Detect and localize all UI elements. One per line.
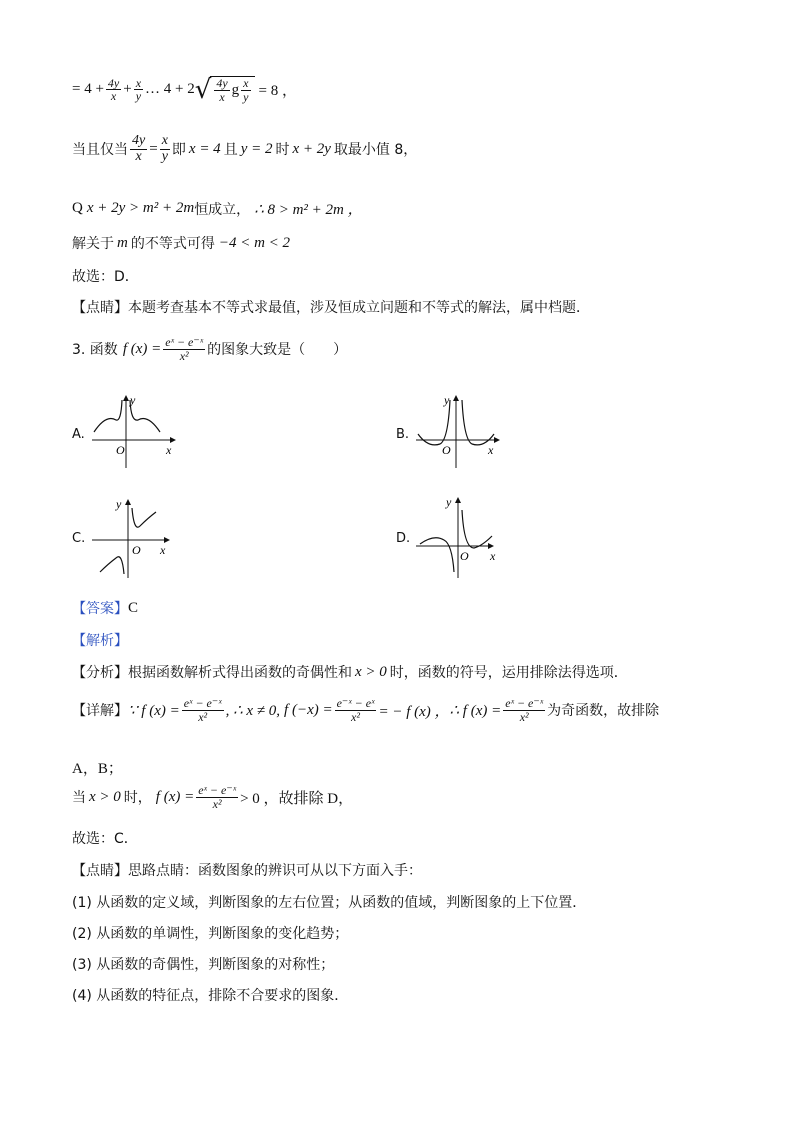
option-b-label: B. — [396, 427, 410, 442]
dang-line — [72, 784, 353, 810]
xj-frac-1: $\frac{\text{eˣ − e⁻ˣ}}{\text{x²}}$ — [183, 696, 222, 724]
l1-plus: + — [123, 81, 132, 98]
answer-value: C — [128, 599, 139, 616]
l4-var: m — [117, 234, 128, 251]
l3-because: Q — [72, 200, 83, 216]
l2-frac-1: $\frac{4y}{x}$ — [132, 133, 146, 164]
l2-text-h: 取最小值 8， — [333, 142, 418, 159]
q3-frac: $\frac{\text{eˣ − e⁻ˣ}}{\text{x²}}$ — [165, 335, 204, 363]
point-3: (3) 从函数的奇偶性，判断图象的对称性； — [72, 957, 335, 973]
fenxi-line — [72, 662, 628, 682]
l3-therefore: ∴ 8 > m² + 2m ， — [254, 202, 363, 218]
analysis-label: 【解析】 — [72, 633, 128, 649]
l1-mid: … 4 + 2 — [145, 81, 195, 98]
xj-frac-2: $\frac{\text{e⁻ˣ − eˣ}}{\text{x²}}$ — [336, 696, 375, 724]
dianjing-line: 【点睛】思路点睛：函数图象的辨识可从以下方面入手： — [72, 863, 422, 879]
l2-text-b: 即 — [171, 142, 186, 159]
l2-math-c: x = 4 — [188, 140, 221, 157]
xiangjie-line — [72, 697, 659, 723]
line-1-inequality — [72, 76, 297, 103]
option-d-graph — [412, 494, 508, 580]
l2-text-a: 当且仅当 — [72, 142, 128, 159]
xj-f-neg: f (−x) = — [284, 701, 333, 718]
fenxi-text-c: 时，函数的符号，运用排除法得选项． — [389, 665, 628, 681]
l4-text-a: 解关于 — [72, 236, 114, 252]
d-y-label: y — [446, 495, 452, 509]
xj-therefore-f: ∴ f (x) = — [449, 702, 502, 719]
option-a-graph — [88, 392, 184, 470]
d-x-label: x — [490, 549, 496, 563]
answer-label: 【答案】 — [72, 601, 128, 617]
dang-frac: $\frac{\text{eˣ − e⁻ˣ}}{\text{x²}}$ — [198, 783, 237, 811]
question-3 — [72, 336, 347, 362]
q3-f: f (x) = — [122, 340, 162, 357]
b-y-label: y — [444, 393, 450, 407]
xj-nonzero: , ∴ x ≠ 0, — [225, 702, 281, 719]
l2-text-f: 时 — [275, 142, 290, 159]
b-x-label: x — [488, 443, 494, 457]
xj-odd-eq: = − f (x) ， — [378, 703, 450, 720]
l1-tail: = 8 ， — [258, 83, 297, 100]
a-origin-label: O — [116, 443, 125, 457]
l1-sqrt-frac-1: $\frac{4y}{x}$ — [216, 76, 228, 104]
l2-frac-2: $\frac{x}{y}$ — [161, 133, 168, 164]
a-x-label: x — [166, 443, 172, 457]
c-y-label: y — [116, 497, 122, 511]
l1-prefix: = 4 + — [72, 81, 104, 98]
option-b-graph — [412, 392, 508, 470]
c-origin-label: O — [132, 543, 141, 557]
l1-sqrt: √ $\frac{4y}{x}$ g $\frac{x}{y}$ — [195, 76, 255, 103]
d-origin-label: O — [460, 549, 469, 563]
point-4: (4) 从函数的特征点，排除不合要求的图象． — [72, 988, 349, 1004]
fenxi-math: x > 0 — [355, 663, 387, 680]
xiangjie-line-2: A，B； — [72, 761, 123, 777]
q3-text: 的图象大致是（ ） — [207, 342, 348, 359]
line-2-equality-condition — [72, 134, 417, 164]
dang-tail: > 0 ，故排除 D， — [240, 790, 354, 807]
line-6-dianjing: 【点睛】本题考查基本不等式求最值，涉及恒成立问题和不等式的解法，属中档题． — [72, 300, 590, 316]
b-origin-label: O — [442, 443, 451, 457]
guxuan-line: 故选：C． — [72, 831, 138, 847]
dang-text-a: 当 — [72, 790, 86, 807]
xj-frac-3: $\frac{\text{eˣ − e⁻ˣ}}{\text{x²}}$ — [505, 696, 544, 724]
dang-f: f (x) = — [155, 788, 195, 805]
l2-math-e: y = 2 — [240, 140, 273, 157]
q3-label: 3. 函数 — [72, 342, 118, 359]
l1-sqrt-g: g — [231, 81, 240, 98]
l1-frac-1: $\frac{4y}{x}$ — [107, 75, 120, 104]
option-c-label: C. — [72, 531, 86, 546]
line-5-choice: 故选：D． — [72, 269, 139, 285]
fenxi-text-a: 【分析】根据函数解析式得出函数的奇偶性和 — [72, 665, 352, 681]
option-d-label: D. — [396, 531, 411, 546]
l3-math: x + 2y > m² + 2m — [86, 200, 195, 216]
point-2: (2) 从函数的单调性，判断图象的变化趋势； — [72, 926, 349, 942]
dang-text-c: 时， — [123, 790, 152, 807]
line-3-always-holds — [72, 198, 363, 219]
l4-text-c: 的不等式可得 — [130, 236, 215, 252]
xj-conclusion: 为奇函数，故排除 — [547, 703, 660, 720]
point-1: (1) 从函数的定义域，判断图象的左右位置；从函数的值域，判断图象的上下位置． — [72, 895, 587, 911]
option-a-label: A. — [72, 427, 85, 442]
answer-line — [72, 598, 138, 618]
c-x-label: x — [160, 543, 166, 557]
dang-math-b: x > 0 — [89, 788, 121, 805]
xj-f: ∵ f (x) = — [128, 702, 180, 719]
l2-eq: = — [149, 140, 158, 157]
l1-sqrt-frac-2: $\frac{x}{y}$ — [243, 76, 249, 104]
line-4-solve — [72, 233, 290, 253]
xj-label: 【详解】 — [72, 703, 128, 720]
l2-text-d: 且 — [223, 142, 238, 159]
l4-result: −4 < m < 2 — [218, 234, 291, 251]
l3-text: 恒成立， — [194, 201, 251, 218]
a-y-label: y — [130, 393, 136, 407]
l1-frac-2: $\frac{x}{y}$ — [135, 75, 142, 104]
l2-math-g: x + 2y — [292, 140, 331, 157]
option-c-graph — [88, 494, 184, 580]
